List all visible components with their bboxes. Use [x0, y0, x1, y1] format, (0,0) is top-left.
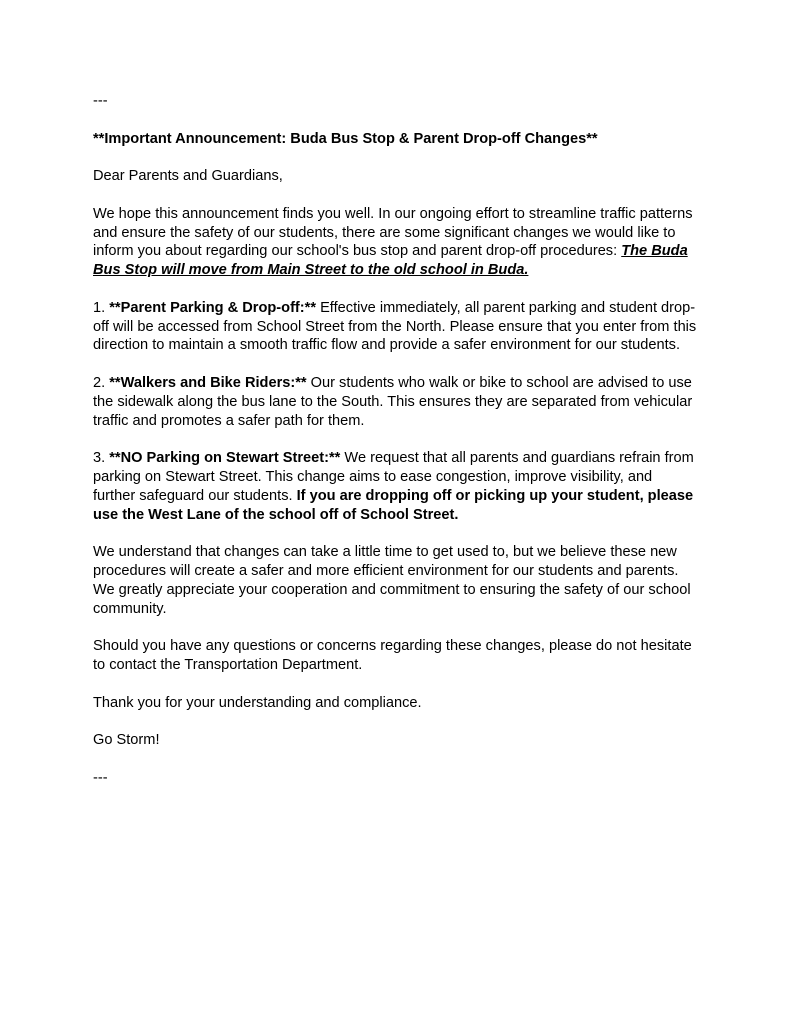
closing-paragraph-understanding: We understand that changes can take a little time to get used to, but we believe these new procedures will create a safer and more efficient environment for our students and parents. We greatly appreciate your cooperation and commitment to ensuring the safety of our school community.: [93, 544, 691, 617]
list-item-number: 3.: [93, 450, 110, 467]
intro-emphasis: The Buda Bus Stop will move from Main Street to the old school in Buda.: [93, 243, 688, 279]
closing-paragraph-questions: Should you have any questions or concerns regarding these changes, please do not hesitate to contact the Transportation Department.: [93, 638, 692, 673]
list-item-heading: **Parent Parking & Drop-off:**: [109, 299, 317, 316]
list-item-text: We request that all parents and guardians refrain from parking on Stewart Street. This change aims to ease congestion, improve visibility, and further safeguard our students.: [93, 450, 694, 504]
list-item-bold-text: If you are dropping off or picking up your student, please use the West Lane of the school off of School Street.: [93, 487, 694, 523]
announcement-title: **Important Announcement: Buda Bus Stop & Parent Drop-off Changes**: [93, 130, 598, 147]
list-item-2: [93, 374, 697, 430]
list-item-number: 2.: [93, 374, 110, 391]
list-item-text: Our students who walk or bike to school are advised to use the sidewalk along the bus lane to the South. This ensures they are separated from vehicular traffic and promotes a safer path for them.: [93, 374, 693, 429]
closing-paragraph-thanks: Thank you for your understanding and compliance.: [93, 694, 422, 711]
separator-top: ---: [93, 93, 108, 109]
intro-paragraph: [93, 205, 697, 280]
document-body: [93, 92, 697, 806]
list-item-heading: **NO Parking on Stewart Street:**: [109, 450, 341, 467]
list-item-text: Effective immediately, all parent parking and student drop-off will be accessed from School Street from the North. Please ensure that you enter from this direction to maintain a smooth traffic flow and provide a safer environment for our students.: [93, 299, 697, 354]
sign-off: Go Storm!: [93, 732, 160, 749]
list-item-heading: **Walkers and Bike Riders:**: [109, 374, 307, 391]
list-item-3: [93, 449, 697, 524]
list-item-number: 1.: [93, 299, 110, 316]
greeting: Dear Parents and Guardians,: [93, 168, 283, 185]
separator-bottom: ---: [93, 769, 108, 786]
intro-text: We hope this announcement finds you well. In our ongoing effort to streamline traffic patterns and ensure the safety of our students, there are some significant changes we would like to inform you about regarding our school's bus stop and parent drop-off procedures:: [93, 205, 693, 260]
list-item-1: [93, 299, 697, 355]
